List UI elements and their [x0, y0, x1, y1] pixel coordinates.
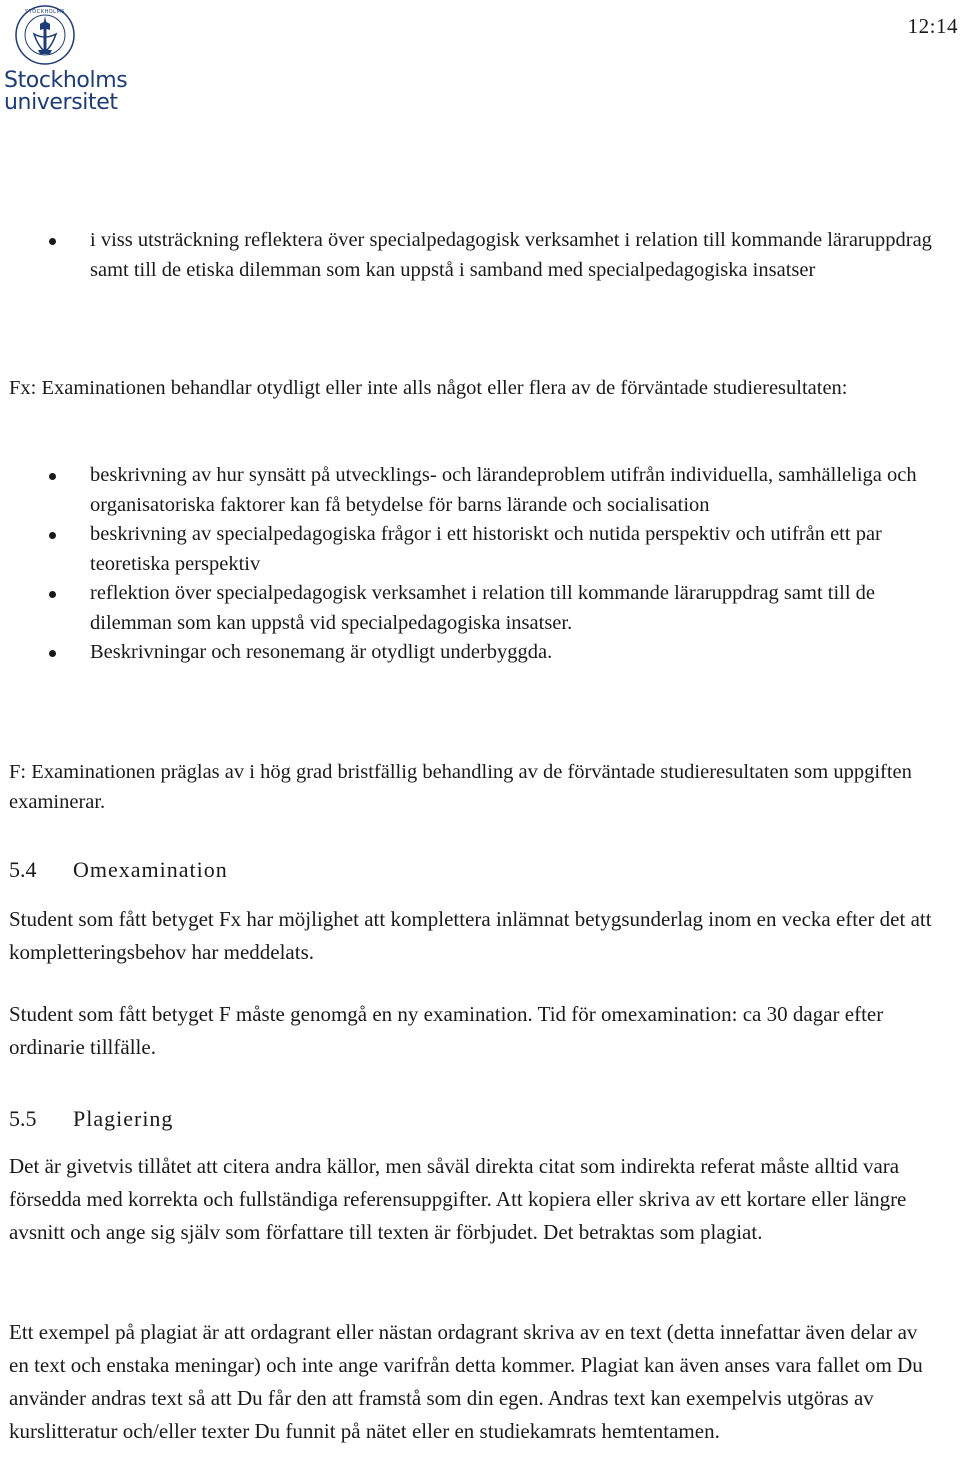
section-number: 5.5 [9, 1106, 37, 1131]
bullet-icon [49, 473, 56, 480]
bullet-icon [49, 238, 56, 245]
bullet-icon [49, 591, 56, 598]
section-heading-5-5 [9, 1104, 173, 1134]
logo-line-1: Stockholms [4, 68, 128, 93]
section-number: 5.4 [9, 857, 37, 882]
section-title: Omexamination [73, 857, 228, 882]
fx-paragraph: Fx: Examinationen behandlar otydligt eller inte alls något eller flera av de förväntade studieresultaten: [9, 377, 848, 399]
paragraph-5-5-1: Det är givetvis tillåtet att citera andra källor, men såväl direkta citat som indirekta referat måste alltid vara försedda med korrekta och fullständiga referensuppgifter. Att kopiera eller skriva av ett kortare eller längre avsnitt och ange sig själv som författare till texten är förbjudet. Det betraktas som plagiat. [9, 1154, 907, 1244]
list-item [0, 638, 940, 668]
page-time: 12:14 [907, 14, 958, 38]
paragraph-5-5-2: Ett exempel på plagiat är att ordagrant eller nästan ordagrant skriva av en text (detta innefattar även delar av en text och enstaka meningar) och inte ange varifrån detta kommer. Plagiat kan även anses vara fallet om Du använder andras text så att Du får den att framstå som din egen. Andras text kan exempelvis utgöras av kurslitteratur och/eller texter Du funnit på nätet eller en studiekamrats hemtentamen. [9, 1320, 923, 1443]
section-heading-5-4 [9, 855, 228, 885]
bullet-icon [49, 650, 56, 657]
list-item [0, 461, 940, 520]
list-item-text: reflektion över specialpedagogisk verksamhet i relation till kommande läraruppdrag samt till de dilemman som kan uppstå vid specialpedagogiska insatser. [90, 582, 876, 634]
paragraph-5-4-1: Student som fått betyget Fx har möjlighet att komplettera inlämnat betygsunderlag inom en vecka efter det att kompletteringsbehov har meddelats. [9, 907, 932, 964]
bullet-icon [49, 532, 56, 539]
svg-text:STOCKHOLMS: STOCKHOLMS [25, 9, 65, 15]
university-seal-icon [14, 4, 76, 66]
list-item [0, 579, 940, 638]
bullet-list-fx [0, 461, 940, 668]
list-item-text: Beskrivningar och resonemang är otydligt underbyggda. [90, 641, 553, 663]
list-item [0, 226, 940, 285]
list-item-text: beskrivning av hur synsätt på utvecklings- och lärandeproblem utifrån individuella, samhälleliga och organisatoriska faktorer kan få betydelse för barns lärande och socialisation [90, 464, 917, 516]
f-paragraph: F: Examinationen präglas av i hög grad bristfällig behandling av de förväntade studieresultaten som uppgiften examinerar. [9, 761, 912, 813]
section-title: Plagiering [73, 1106, 174, 1131]
paragraph-5-4-2: Student som fått betyget F måste genomgå en ny examination. Tid för omexamination: ca 30 dagar efter ordinarie tillfälle. [9, 1002, 884, 1059]
list-item-text: i viss utsträckning reflektera över specialpedagogisk verksamhet i relation till kommande läraruppdrag samt till de etiska dilemman som kan uppstå i samband med specialpedagogiska insatser [90, 229, 932, 281]
list-item [0, 520, 940, 579]
bullet-list-top [0, 226, 940, 285]
list-item-text: beskrivning av specialpedagogiska frågor i ett historiskt och nutida perspektiv och utifrån ett par teoretiska perspektiv [90, 523, 882, 575]
logo-line-2: universitet [4, 90, 118, 115]
university-logo [2, 4, 134, 116]
